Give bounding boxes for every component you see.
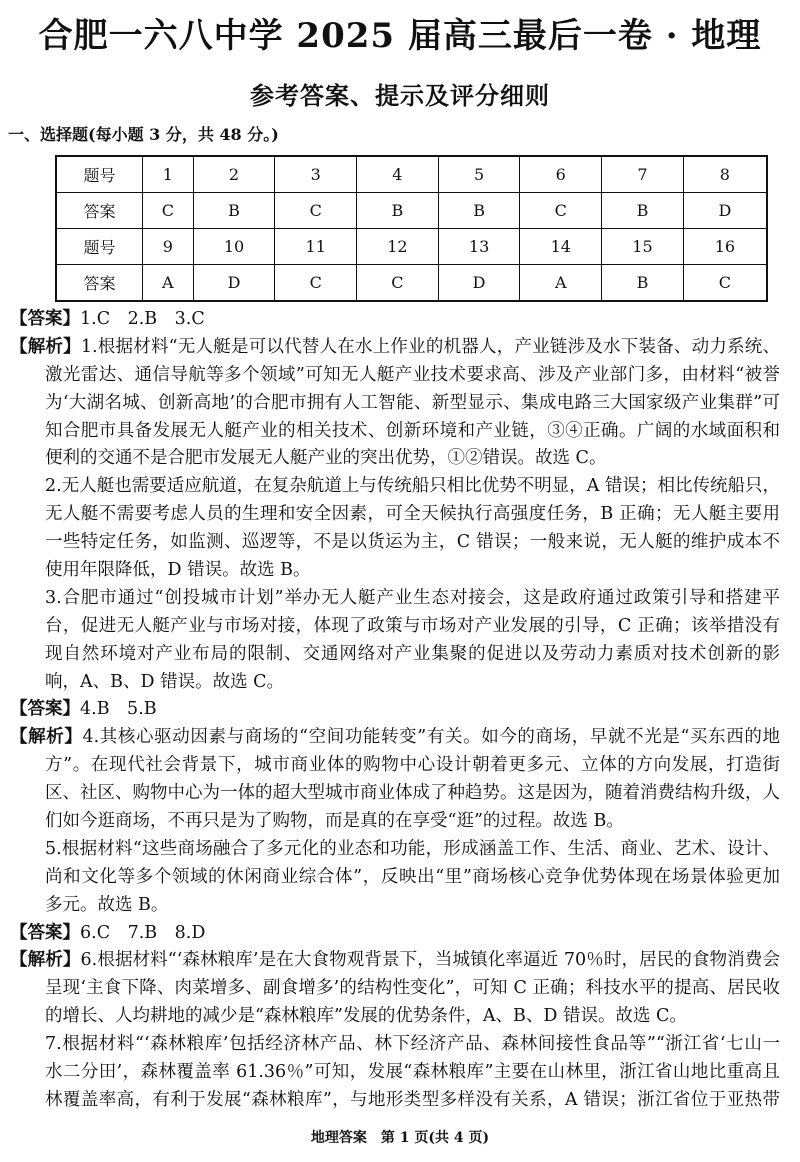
document-subtitle: 参考答案、提示及评分细则 xyxy=(250,81,550,110)
page-footer: 地理答案 第 1 页(共 4 页) xyxy=(310,1130,490,1146)
analysis-text: 4.其核心驱动因素与商场的“空间功能转变”有关。如今的商场，早就不光是“买东西的地 xyxy=(82,727,780,748)
analysis-line-content xyxy=(10,337,780,357)
table-cell: D xyxy=(193,265,275,302)
analysis-label: 【解析】 xyxy=(10,336,81,357)
analysis-line xyxy=(10,334,780,362)
table-cell: B xyxy=(357,193,439,229)
analysis-line: 的增长、人均耕地的减少是“森林粮库”发展的优势条件，A、B、D 错误。故选 C。 xyxy=(45,1006,687,1027)
analysis-text: 6.根据材料“‘森林粮库’是在大食物观背景下，当城镇化率逼近 70％时，居民的食物消费会 xyxy=(80,950,780,971)
answer-text: 1.C 2.B 3.C xyxy=(80,309,205,329)
table-cell: 3 xyxy=(275,156,357,193)
analysis-line: 便利的交通不是合肥市发展无人艇产业的突出优势，①②错误。故选 C。 xyxy=(45,448,607,469)
table-cell: B xyxy=(602,265,684,302)
analysis-line: 现自然环境对产业布局的限制、交通网络对产业集聚的促进以及劳动力素质对技术创新的影 xyxy=(45,643,780,664)
analysis-line: 区、社区、购物中心为一体的超大型城市商业体成了种趋势。这是因为，随着消费结构升级，人 xyxy=(45,783,780,804)
table-cell: C xyxy=(275,193,357,229)
analysis-line: 2.无人艇也需要适应航道，在复杂航道上与传统船只相比优势不明显，A 错误；相比传统船只， xyxy=(45,476,780,497)
table-cell: 13 xyxy=(438,229,520,265)
analysis-label: 【解析】 xyxy=(10,950,81,971)
table-cell: C xyxy=(275,265,357,302)
analysis-line: 7.根据材料“‘森林粮库’包括经济林产品、林下经济产品、森林间接性食品等”“浙江省‘七山一 xyxy=(45,1034,780,1055)
analysis-label: 【解析】 xyxy=(10,727,83,748)
table-row xyxy=(56,193,767,229)
table-cell: B xyxy=(438,193,520,229)
answer-text: 6.C 7.B 8.D xyxy=(80,922,206,943)
analysis-line: 尚和文化等多个领域的休闲商业综合体”，反映出“里”商场核心竞争优势体现在场景体验更加 xyxy=(45,866,780,887)
table-cell: A xyxy=(143,265,194,302)
answer-table xyxy=(55,155,768,302)
table-cell: C xyxy=(683,265,767,302)
table-cell: B xyxy=(602,193,684,229)
table-cell: A xyxy=(520,265,602,302)
analysis-line xyxy=(10,947,780,975)
table-cell: B xyxy=(193,193,275,229)
table-cell: 11 xyxy=(275,229,357,265)
analysis-line-content xyxy=(10,950,780,970)
analysis-line: 水二分田’，森林覆盖率 61.36％”可知，发展“森林粮库”主要在山林里，浙江省山地比重高且 xyxy=(45,1062,780,1083)
analysis-line: 为‘大湖名城、创新高地’的合肥市拥有人工智能、新型显示、集成电路三大国家级产业集群”可 xyxy=(45,392,780,413)
analysis-line-content xyxy=(10,727,780,747)
row-header-cell: 题号 xyxy=(56,156,143,193)
document-title: 合肥一六八中学 2025 届高三最后一卷 · 地理 xyxy=(38,16,762,56)
answer-line xyxy=(10,306,780,334)
analysis-line: 使用年限降低，D 错误。故选 B。 xyxy=(45,560,311,581)
analysis-line: 激光雷达、通信导航等多个领域”可知无人艇产业技术要求高、涉及产业部门多，由材料“被誉 xyxy=(45,364,780,385)
row-header-cell: 题号 xyxy=(56,229,143,265)
row-header-cell: 答案 xyxy=(56,265,143,302)
table-row xyxy=(56,229,767,265)
table-cell: 5 xyxy=(438,156,520,193)
table-cell: 10 xyxy=(193,229,275,265)
table-cell: 8 xyxy=(683,156,767,193)
analysis-line: 呈现‘主食下降、肉菜增多、副食增多’的结构性变化”，可知 C 正确；科技水平的提高、居民收 xyxy=(45,978,780,999)
table-cell: 9 xyxy=(143,229,194,265)
section-heading: 一、选择题(每小题 3 分，共 48 分。) xyxy=(8,125,279,144)
answer-label: 【答案】 xyxy=(10,309,80,329)
analysis-text: 1.根据材料“无人艇是可以代替人在水上作业的机器人，产业链涉及水下装备、动力系统、 xyxy=(80,336,780,357)
analysis-line: 无人艇不需要考虑人员的生理和安全因素，可全天候执行高强度任务，B 正确；无人艇主要用 xyxy=(45,504,780,525)
table-cell: D xyxy=(683,193,767,229)
table-cell: C xyxy=(357,265,439,302)
table-cell: 1 xyxy=(143,156,194,193)
answer-line xyxy=(10,920,780,948)
answer-content xyxy=(0,306,800,1115)
analysis-line: 们如今逛商场，不再只是为了购物，而是真的在享受“逛”的过程。故选 B。 xyxy=(45,811,624,832)
table-cell: 16 xyxy=(683,229,767,265)
analysis-line: 响，A、B、D 错误。故选 C。 xyxy=(45,671,285,692)
table-cell: C xyxy=(143,193,194,229)
analysis-line: 多元。故选 B。 xyxy=(45,894,169,915)
table-cell: C xyxy=(520,193,602,229)
answer-label: 【答案】 xyxy=(10,699,80,720)
analysis-line: 台，促进无人艇产业与市场对接，体现了政策与市场对产业发展的引导，C 正确；该举措没有 xyxy=(45,615,780,636)
table-cell: 7 xyxy=(602,156,684,193)
answer-text: 4.B 5.B xyxy=(80,699,157,720)
analysis-line: 林覆盖率高，有利于发展“森林粮库”，与地形类型多样没有关系，A 错误；浙江省位于亚热带 xyxy=(45,1089,780,1110)
table-cell: 6 xyxy=(520,156,602,193)
analysis-line: 5.根据材料“这些商场融合了多元化的业态和功能，形成涵盖工作、生活、商业、艺术、设计、 xyxy=(45,838,780,859)
row-header-cell: 答案 xyxy=(56,193,143,229)
answer-line xyxy=(10,696,780,724)
analysis-line: 方”。在现代社会背景下，城市商业体的购物中心设计朝着更多元、立体的方向发展，打造街 xyxy=(45,755,780,776)
table-cell: D xyxy=(438,265,520,302)
table-cell: 4 xyxy=(357,156,439,193)
table-cell: 2 xyxy=(193,156,275,193)
table-cell: 12 xyxy=(357,229,439,265)
answer-label: 【答案】 xyxy=(10,922,80,943)
analysis-line: 一些特定任务，如监测、巡逻等，不是以货运为主，C 错误；一般来说，无人艇的维护成本不 xyxy=(45,532,780,553)
table-cell: 15 xyxy=(602,229,684,265)
table-row xyxy=(56,156,767,193)
table-row xyxy=(56,265,767,302)
analysis-line: 3.合肥市通过“创投城市计划”举办无人艇产业生态对接会，这是政府通过政策引导和搭建平 xyxy=(45,587,780,608)
analysis-line xyxy=(10,724,780,752)
table-cell: 14 xyxy=(520,229,602,265)
analysis-line: 知合肥市具备发展无人艇产业的相关技术、创新环境和产业链，③④正确。广阔的水域面积和 xyxy=(45,420,780,441)
